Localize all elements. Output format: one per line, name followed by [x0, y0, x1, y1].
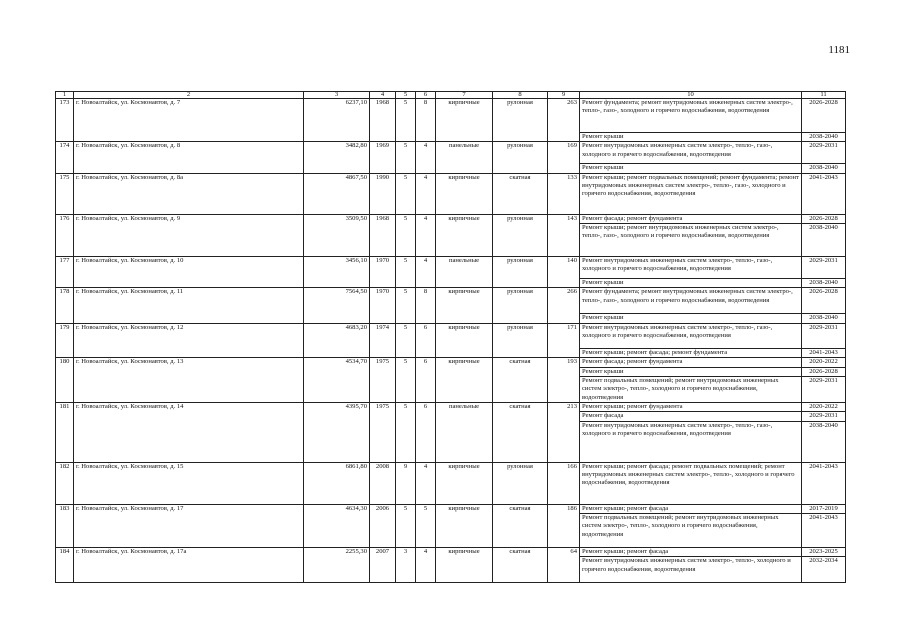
floors: 5: [396, 257, 416, 288]
row-number: 181: [56, 402, 74, 462]
total-area: 6861,80: [304, 462, 370, 504]
work-description: Ремонт крыши; ремонт фасада; ремонт подвальных помещений; ремонт внутридомовых инженерных систем электро-, тепло-, холодного и горячего водоснабжения, водоотведения: [580, 462, 802, 504]
table-row: [56, 323, 846, 348]
work-description: Ремонт внутридомовых инженерных систем электро-, тепло-, газо-, холодного и горячего водоснабжения, водоотведения: [580, 142, 802, 164]
work-description: Ремонт фасада; ремонт фундамента: [580, 214, 802, 223]
table-row: [56, 548, 846, 557]
build-year: 2007: [370, 548, 396, 583]
work-period: 2029-2031: [802, 142, 846, 164]
work-period: 2041-2043: [802, 462, 846, 504]
work-description: Ремонт фасада: [580, 412, 802, 421]
residents: 213: [548, 402, 580, 462]
address: г. Новоалтайск, ул. Космонавтов, д. 14: [74, 402, 304, 462]
work-period: 2026-2028: [802, 99, 846, 133]
work-period: 2032-2034: [802, 557, 846, 583]
build-year: 1970: [370, 257, 396, 288]
entrances: 4: [416, 142, 436, 173]
table-row: [56, 358, 846, 367]
work-description: Ремонт крыши: [580, 164, 802, 173]
residents: 166: [548, 462, 580, 504]
work-period: 2023-2025: [802, 548, 846, 557]
work-description: Ремонт крыши: [580, 279, 802, 288]
entrances: 8: [416, 288, 436, 323]
column-number: 8: [493, 92, 548, 99]
roof-type: рулонная: [493, 257, 548, 288]
row-number: 179: [56, 323, 74, 357]
work-description: Ремонт внутридомовых инженерных систем электро-, тепло-, газо-, холодного и горячего водоснабжения, водоотведения: [580, 421, 802, 462]
build-year: 1990: [370, 173, 396, 214]
work-description: Ремонт крыши: [580, 367, 802, 376]
table-row: [56, 99, 846, 133]
table-row: [56, 504, 846, 513]
page-number: 1181: [828, 44, 850, 56]
row-number: 177: [56, 257, 74, 288]
column-number: 2: [74, 92, 304, 99]
total-area: 4395,70: [304, 402, 370, 462]
work-description: Ремонт фундамента; ремонт внутридомовых инженерных систем электро-, тепло-, газо-, холодного и горячего водоснабжения, водоотведения: [580, 288, 802, 314]
work-period: 2041-2043: [802, 173, 846, 214]
column-number: 11: [802, 92, 846, 99]
table-body: [56, 99, 846, 583]
build-year: 1975: [370, 358, 396, 403]
work-period: 2041-2043: [802, 514, 846, 548]
entrances: 5: [416, 504, 436, 547]
total-area: 6237,10: [304, 99, 370, 142]
entrances: 4: [416, 462, 436, 504]
wall-material: кирпичные: [436, 548, 493, 583]
row-number: 175: [56, 173, 74, 214]
work-period: 2020-2022: [802, 358, 846, 367]
address: г. Новоалтайск, ул. Космонавтов, д. 17а: [74, 548, 304, 583]
work-description: Ремонт крыши; ремонт внутридомовых инженерных систем электро-, тепло-, газо-, холодного и горячего водоснабжения, водоотведения: [580, 224, 802, 257]
floors: 5: [396, 504, 416, 547]
residents: 64: [548, 548, 580, 583]
total-area: 3509,50: [304, 214, 370, 256]
work-description: Ремонт подвальных помещений; ремонт внутридомовых инженерных систем электро-, тепло-, холодного и горячего водоснабжения, водоотведения: [580, 514, 802, 548]
residents: 171: [548, 323, 580, 357]
table-row: [56, 173, 846, 214]
entrances: 6: [416, 402, 436, 462]
build-year: 1970: [370, 288, 396, 323]
work-period: 2017-2019: [802, 504, 846, 513]
entrances: 4: [416, 173, 436, 214]
build-year: 1968: [370, 99, 396, 142]
entrances: 4: [416, 257, 436, 288]
wall-material: панельные: [436, 142, 493, 173]
total-area: 4683,20: [304, 323, 370, 357]
roof-type: рулонная: [493, 462, 548, 504]
work-period: 2026-2028: [802, 288, 846, 314]
total-area: 7564,50: [304, 288, 370, 323]
roof-type: скатная: [493, 173, 548, 214]
work-period: 2038-2040: [802, 224, 846, 257]
work-description: Ремонт фундамента; ремонт внутридомовых инженерных систем электро-, тепло-, газо-, холодного и горячего водоснабжения, водоотведения: [580, 99, 802, 133]
table-row: [56, 288, 846, 314]
residents: 140: [548, 257, 580, 288]
floors: 3: [396, 548, 416, 583]
residents: 193: [548, 358, 580, 403]
roof-type: скатная: [493, 548, 548, 583]
entrances: 4: [416, 548, 436, 583]
row-number: 178: [56, 288, 74, 323]
wall-material: кирпичные: [436, 99, 493, 142]
roof-type: рулонная: [493, 99, 548, 142]
roof-type: скатная: [493, 358, 548, 403]
column-number: 3: [304, 92, 370, 99]
column-number: 6: [416, 92, 436, 99]
table-row: [56, 142, 846, 164]
address: г. Новоалтайск, ул. Космонавтов, д. 8: [74, 142, 304, 173]
row-number: 180: [56, 358, 74, 403]
work-period: 2038-2040: [802, 133, 846, 142]
roof-type: рулонная: [493, 323, 548, 357]
wall-material: кирпичные: [436, 214, 493, 256]
roof-type: рулонная: [493, 142, 548, 173]
address: г. Новоалтайск, ул. Космонавтов, д. 13: [74, 358, 304, 403]
row-number: 183: [56, 504, 74, 547]
work-period: 2026-2028: [802, 367, 846, 376]
address: г. Новоалтайск, ул. Космонавтов, д. 11: [74, 288, 304, 323]
work-period: 2029-2031: [802, 376, 846, 402]
address: г. Новоалтайск, ул. Космонавтов, д. 9: [74, 214, 304, 256]
residents: 133: [548, 173, 580, 214]
total-area: 2255,30: [304, 548, 370, 583]
build-year: 2008: [370, 462, 396, 504]
total-area: 4534,70: [304, 358, 370, 403]
work-period: 2038-2040: [802, 279, 846, 288]
work-description: Ремонт крыши; ремонт подвальных помещений; ремонт фундамента; ремонт внутридомовых инженерных систем электро-, тепло-, газо-, холодного и горячего водоснабжения, водоотведения: [580, 173, 802, 214]
build-year: 1969: [370, 142, 396, 173]
column-number: 1: [56, 92, 74, 99]
column-number-row: [56, 92, 846, 99]
work-description: Ремонт крыши: [580, 133, 802, 142]
work-description: Ремонт крыши; ремонт фасада: [580, 504, 802, 513]
work-period: 2029-2031: [802, 323, 846, 348]
repair-schedule-table: [55, 91, 846, 583]
work-description: Ремонт крыши; ремонт фасада; ремонт фундамента: [580, 348, 802, 357]
work-period: 2020-2022: [802, 402, 846, 411]
total-area: 3482,80: [304, 142, 370, 173]
work-period: 2026-2028: [802, 214, 846, 223]
entrances: 4: [416, 214, 436, 256]
table-row: [56, 214, 846, 223]
floors: 5: [396, 288, 416, 323]
floors: 5: [396, 173, 416, 214]
residents: 263: [548, 99, 580, 142]
floors: 5: [396, 358, 416, 403]
address: г. Новоалтайск, ул. Космонавтов, д. 12: [74, 323, 304, 357]
column-number: 9: [548, 92, 580, 99]
build-year: 2006: [370, 504, 396, 547]
entrances: 6: [416, 323, 436, 357]
wall-material: кирпичные: [436, 358, 493, 403]
column-number: 4: [370, 92, 396, 99]
row-number: 173: [56, 99, 74, 142]
floors: 5: [396, 214, 416, 256]
floors: 5: [396, 99, 416, 142]
column-number: 10: [580, 92, 802, 99]
table-row: [56, 402, 846, 411]
entrances: 8: [416, 99, 436, 142]
work-period: 2038-2040: [802, 314, 846, 323]
roof-type: рулонная: [493, 214, 548, 256]
total-area: 4867,50: [304, 173, 370, 214]
roof-type: скатная: [493, 402, 548, 462]
work-description: Ремонт крыши; ремонт фундамента: [580, 402, 802, 411]
floors: 5: [396, 402, 416, 462]
work-period: 2038-2040: [802, 421, 846, 462]
residents: 186: [548, 504, 580, 547]
work-description: Ремонт крыши; ремонт фасада: [580, 548, 802, 557]
work-description: Ремонт внутридомовых инженерных систем электро-, тепло-, холодного и горячего водоснабжения, водоотведения: [580, 557, 802, 583]
work-description: Ремонт внутридомовых инженерных систем электро-, тепло-, газо-, холодного и горячего водоснабжения, водоотведения: [580, 257, 802, 279]
work-description: Ремонт фасада; ремонт фундамента: [580, 358, 802, 367]
residents: 266: [548, 288, 580, 323]
work-period: 2029-2031: [802, 257, 846, 279]
work-description: Ремонт крыши: [580, 314, 802, 323]
work-description: Ремонт внутридомовых инженерных систем электро-, тепло-, газо-, холодного и горячего водоснабжения, водоотведения: [580, 323, 802, 348]
row-number: 174: [56, 142, 74, 173]
build-year: 1975: [370, 402, 396, 462]
roof-type: скатная: [493, 504, 548, 547]
address: г. Новоалтайск, ул. Космонавтов, д. 15: [74, 462, 304, 504]
wall-material: кирпичные: [436, 323, 493, 357]
row-number: 182: [56, 462, 74, 504]
wall-material: панельные: [436, 402, 493, 462]
address: г. Новоалтайск, ул. Космонавтов, д. 17: [74, 504, 304, 547]
work-description: Ремонт подвальных помещений; ремонт внутридомовых инженерных систем электро-, тепло-, холодного и горячего водоснабжения, водоотведения: [580, 376, 802, 402]
wall-material: кирпичные: [436, 288, 493, 323]
row-number: 176: [56, 214, 74, 256]
work-period: 2038-2040: [802, 164, 846, 173]
build-year: 1974: [370, 323, 396, 357]
residents: 169: [548, 142, 580, 173]
table-row: [56, 257, 846, 279]
floors: 9: [396, 462, 416, 504]
total-area: 4634,30: [304, 504, 370, 547]
address: г. Новоалтайск, ул. Космонавтов, д. 10: [74, 257, 304, 288]
wall-material: кирпичные: [436, 504, 493, 547]
work-period: 2029-2031: [802, 412, 846, 421]
column-number: 5: [396, 92, 416, 99]
wall-material: кирпичные: [436, 462, 493, 504]
work-period: 2041-2043: [802, 348, 846, 357]
floors: 5: [396, 142, 416, 173]
build-year: 1968: [370, 214, 396, 256]
roof-type: рулонная: [493, 288, 548, 323]
table-row: [56, 462, 846, 504]
address: г. Новоалтайск, ул. Космонавтов, д. 8а: [74, 173, 304, 214]
column-number: 7: [436, 92, 493, 99]
wall-material: кирпичные: [436, 173, 493, 214]
entrances: 6: [416, 358, 436, 403]
residents: 143: [548, 214, 580, 256]
wall-material: панельные: [436, 257, 493, 288]
floors: 5: [396, 323, 416, 357]
total-area: 3456,10: [304, 257, 370, 288]
row-number: 184: [56, 548, 74, 583]
address: г. Новоалтайск, ул. Космонавтов, д. 7: [74, 99, 304, 142]
